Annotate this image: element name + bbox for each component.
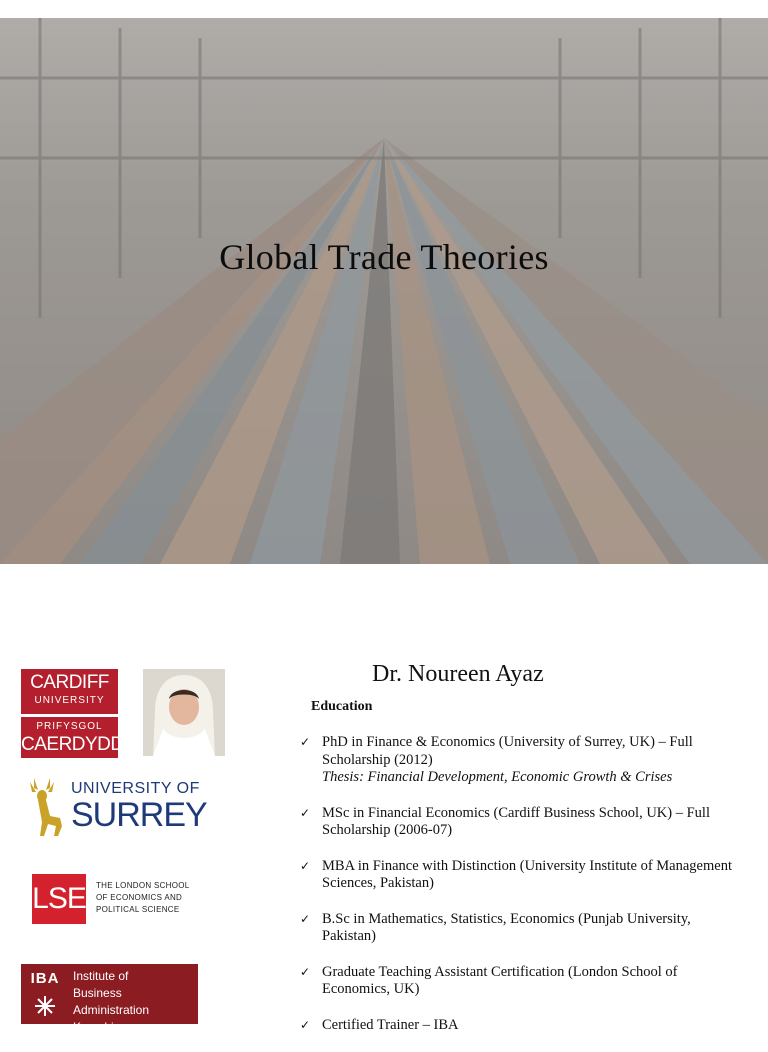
- education-item: [300, 911, 740, 946]
- checkmark-icon: ✓: [300, 1017, 311, 1032]
- checkmark-icon: ✓: [300, 858, 311, 873]
- cardiff-logo-line4: CAERDYDD: [21, 734, 124, 755]
- education-item-text: B.Sc in Mathematics, Statistics, Economics (Punjab University, Pakistan): [322, 910, 691, 944]
- iba-logo-line3: Karachi: [73, 1020, 114, 1034]
- education-item: [300, 964, 740, 999]
- surrey-logo-line2: SURREY: [71, 796, 207, 834]
- surrey-logo-line1: UNIVERSITY OF: [71, 780, 200, 797]
- checkmark-icon: ✓: [300, 964, 311, 979]
- iba-logo-line2: Business Administration: [73, 986, 150, 1017]
- education-list: [300, 734, 740, 1052]
- education-item-text: Certified Trainer – IBA: [322, 1016, 459, 1033]
- title-slide: [0, 18, 768, 564]
- education-item: [300, 858, 740, 893]
- education-item: [300, 1017, 740, 1035]
- stag-icon: [26, 776, 66, 838]
- education-item-text: MSc in Financial Economics (Cardiff Business School, UK) – Full Scholarship (2006-07): [322, 804, 710, 838]
- slide-title: Global Trade Theories: [219, 237, 549, 277]
- education-item-text: PhD in Finance & Economics (University of Surrey, UK) – Full Scholarship (2012): [322, 734, 693, 768]
- cardiff-logo-line1: CARDIFF: [30, 672, 109, 693]
- education-item-text: MBA in Finance with Distinction (University Institute of Management Sciences, Pakistan): [322, 857, 732, 891]
- education-item-text: Graduate Teaching Assistant Certification (London School of Economics, UK): [322, 963, 678, 997]
- checkmark-icon: ✓: [300, 735, 311, 749]
- lse-logo-line2: OF ECONOMICS AND: [96, 893, 183, 902]
- presenter-name: Dr. Noureen Ayaz: [372, 661, 544, 687]
- iba-logo-line1: Institute of: [73, 969, 129, 983]
- university-of-surrey-logo: [26, 776, 207, 838]
- iba-karachi-logo: [21, 964, 198, 1034]
- lse-logo-line3: POLITICAL SCIENCE: [96, 905, 180, 914]
- checkmark-icon: ✓: [300, 911, 311, 926]
- iba-emblem-icon: [33, 994, 57, 1018]
- education-item: [300, 805, 740, 840]
- checkmark-icon: ✓: [300, 805, 311, 820]
- iba-mark: IBA: [30, 970, 60, 987]
- education-item: [300, 734, 740, 787]
- lse-logo-line1: THE LONDON SCHOOL: [96, 881, 190, 890]
- cardiff-university-logo: [21, 669, 124, 758]
- lse-logo: [32, 872, 192, 926]
- education-heading: Education: [311, 699, 373, 714]
- cardiff-logo-line2: UNIVERSITY: [34, 695, 105, 706]
- lse-mark: LSE: [32, 874, 86, 924]
- portrait-photo: [143, 669, 225, 756]
- container-port-background: [0, 18, 768, 564]
- thesis-note: Thesis: Financial Development, Economic Growth & Crises: [322, 769, 673, 785]
- cardiff-logo-line3: PRIFYSGOL: [36, 721, 103, 732]
